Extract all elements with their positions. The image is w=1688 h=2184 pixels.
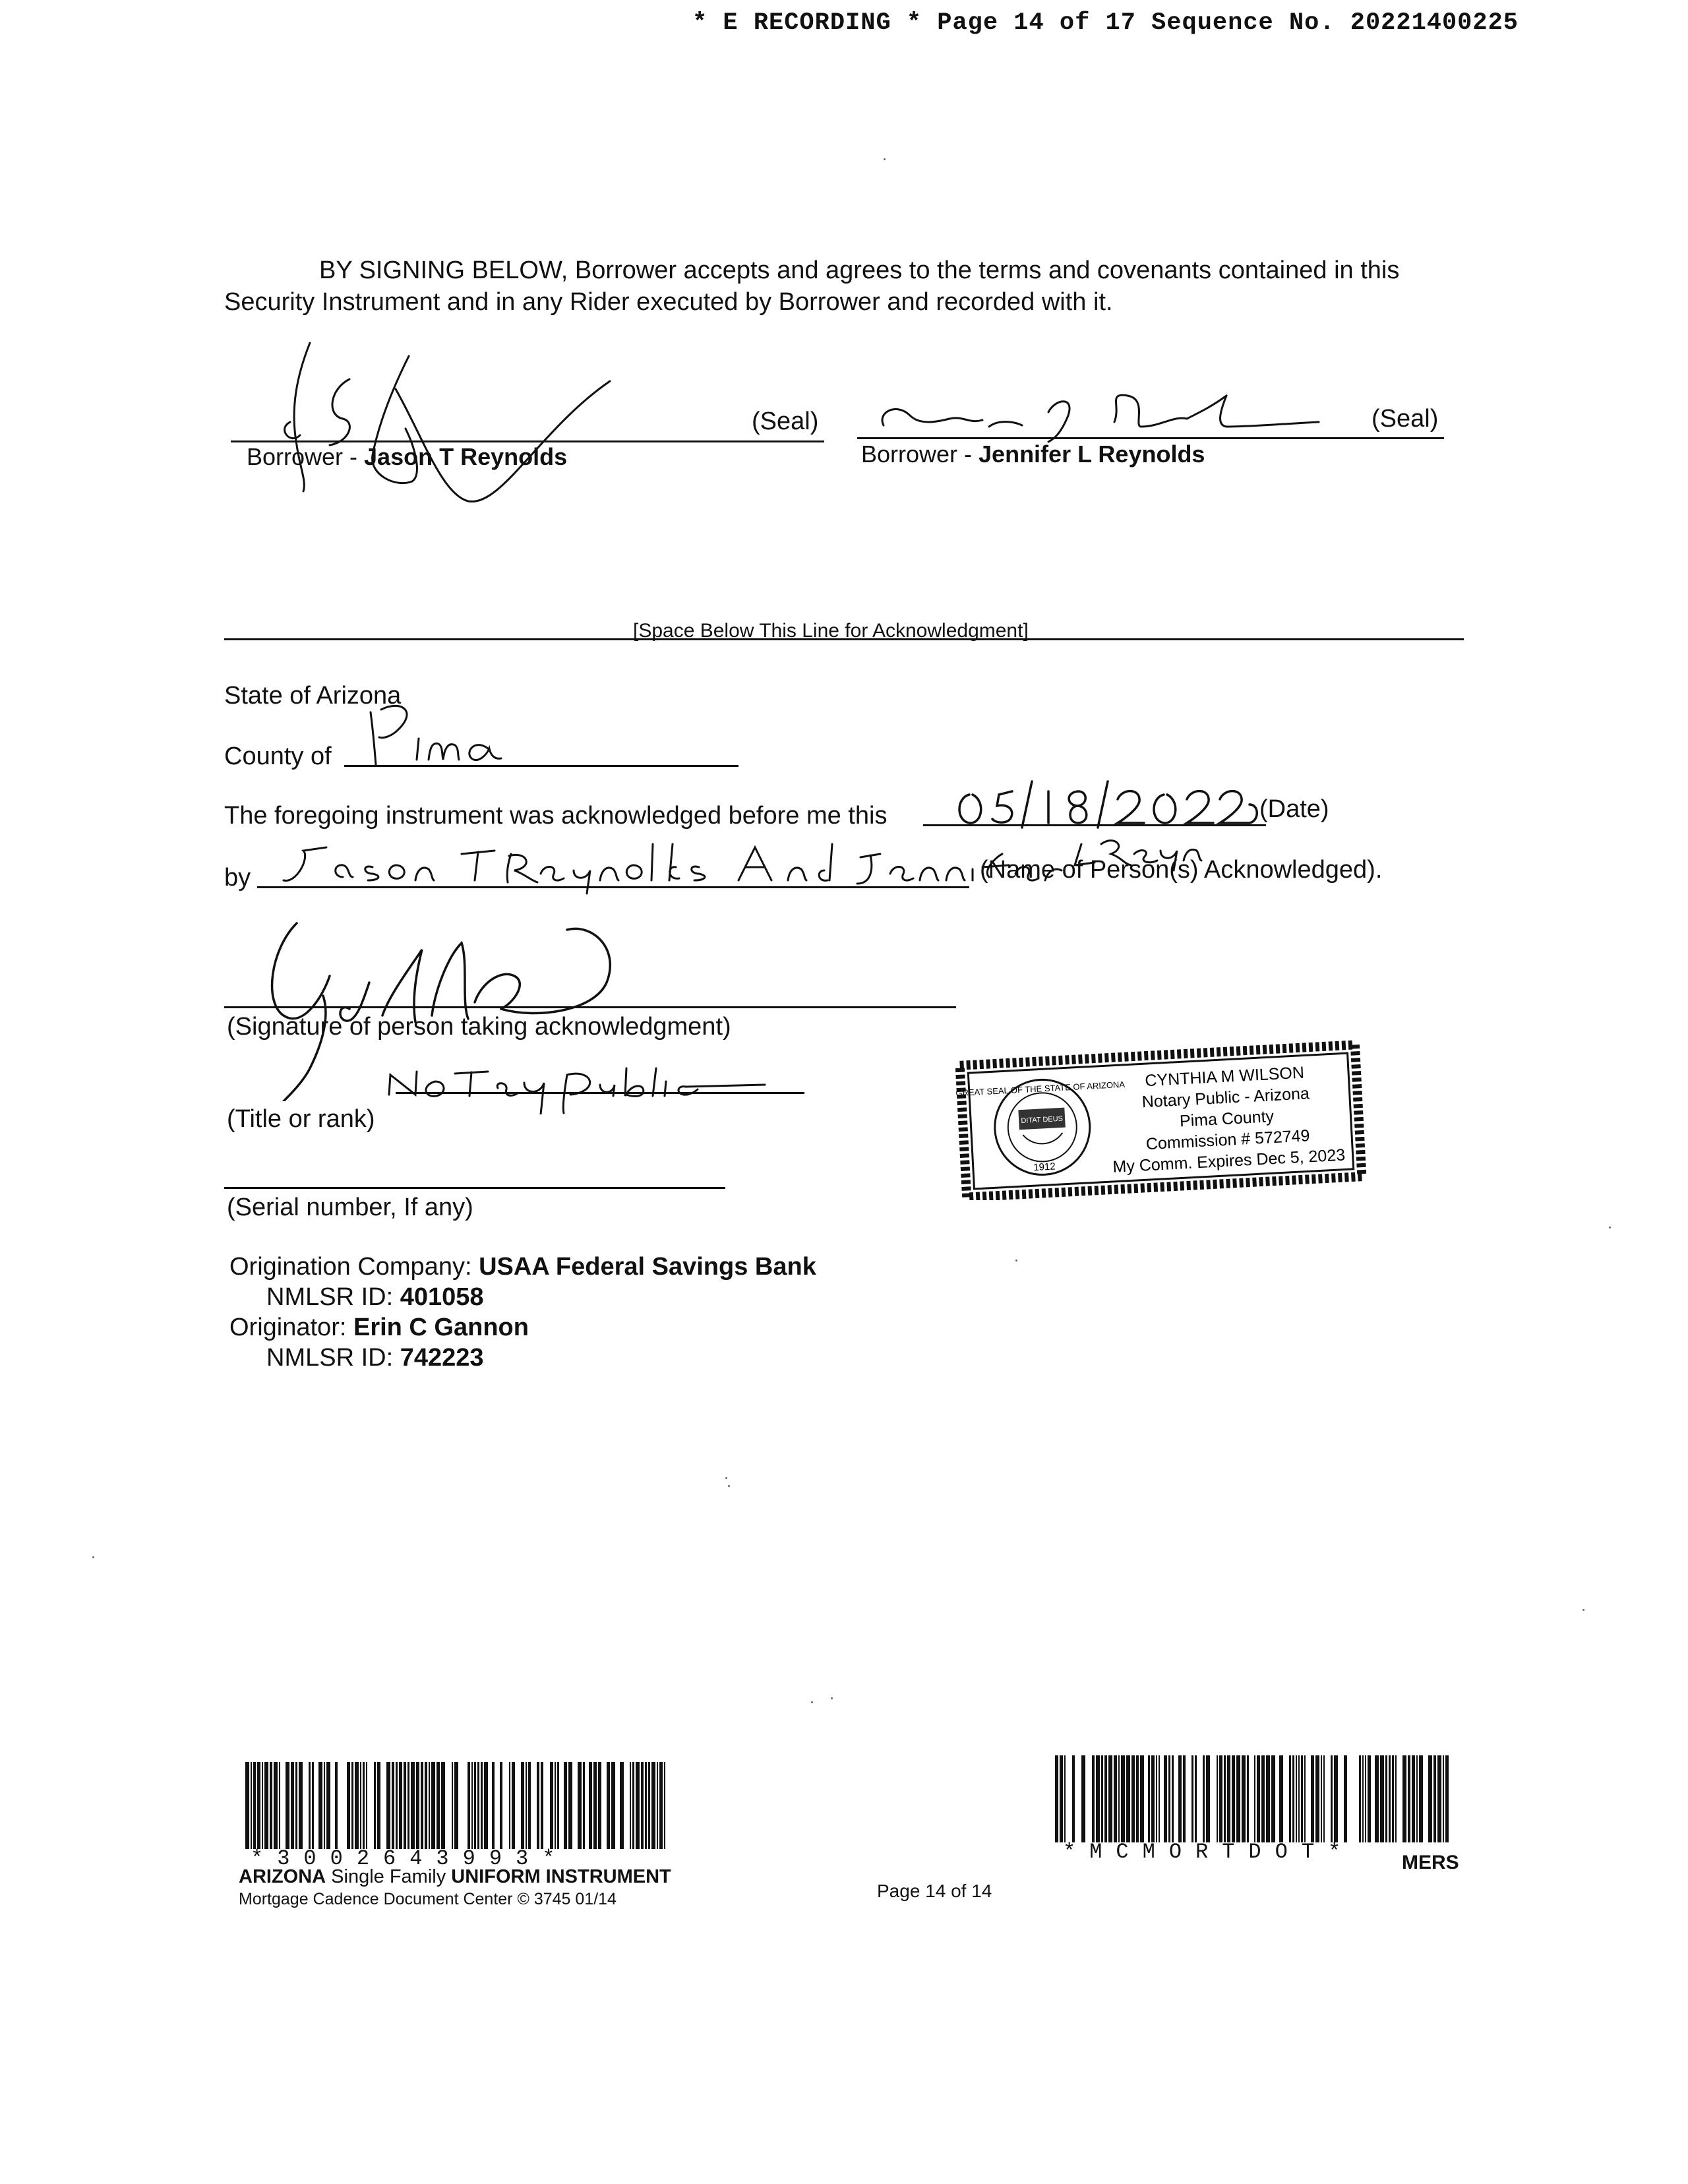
barcode-bar <box>589 1762 592 1849</box>
barcode-bar <box>366 1762 367 1849</box>
borrower1-name: Jason T Reynolds <box>364 443 568 470</box>
barcode-bar <box>1271 1755 1275 1842</box>
barcode-bar <box>1395 1755 1397 1842</box>
barcode-bar <box>1131 1755 1135 1842</box>
barcode-bar <box>1081 1755 1085 1842</box>
barcode-bar <box>630 1762 631 1849</box>
barcode-bar <box>1402 1755 1406 1842</box>
barcode-bar <box>512 1762 515 1849</box>
borrower1-signature <box>251 330 620 521</box>
barcode-bar <box>1304 1755 1306 1842</box>
date-handwriting[interactable] <box>950 765 1266 831</box>
scan-speck <box>884 158 886 160</box>
barcode-bar <box>1365 1755 1366 1842</box>
barcode-bar <box>541 1762 543 1849</box>
barcode-bar <box>270 1762 272 1849</box>
barcode-bar <box>555 1762 556 1849</box>
persons-suffix: (Name of Person(s) Acknowledged). <box>980 856 1383 884</box>
barcode-bar <box>484 1762 488 1849</box>
barcode-bar <box>1289 1755 1291 1842</box>
stamp-line5: My Comm. Expires Dec 5, 2023 <box>1112 1145 1346 1176</box>
barcode-bar <box>1183 1755 1186 1842</box>
barcode-bar <box>1217 1755 1218 1842</box>
barcode-bar <box>1178 1755 1182 1842</box>
notary-signature-line <box>224 1006 956 1008</box>
borrower2-label: Borrower - Jennifer L Reynolds <box>861 440 1205 468</box>
barcode-bar <box>1385 1755 1387 1842</box>
seal-outer-text: GREAT SEAL OF THE STATE OF ARIZONA <box>955 1079 1126 1099</box>
barcode-bar <box>611 1762 615 1849</box>
barcode-bar <box>363 1762 365 1849</box>
barcode-bar <box>264 1762 268 1849</box>
scan-speck <box>92 1556 94 1558</box>
barcode-bar <box>641 1762 644 1849</box>
barcode-bar <box>526 1762 527 1849</box>
title-line <box>396 1092 804 1094</box>
barcode-bar <box>1279 1755 1283 1842</box>
barcode-bar <box>1148 1755 1150 1842</box>
barcode-bar <box>326 1762 330 1849</box>
barcode-bar <box>392 1762 394 1849</box>
barcode-bar <box>1443 1755 1444 1842</box>
notary-signature <box>251 903 752 1101</box>
barcode-bar <box>452 1762 453 1849</box>
barcode-bar <box>492 1762 495 1849</box>
stamp-line2: Notary Public - Arizona <box>1141 1084 1310 1112</box>
barcode-bar <box>1140 1755 1144 1842</box>
barcode-bar <box>474 1762 476 1849</box>
barcode-bar <box>274 1762 278 1849</box>
barcode-bar <box>664 1762 665 1849</box>
title-handwriting[interactable] <box>382 1055 791 1114</box>
barcode-bar <box>1331 1755 1333 1842</box>
barcode-bar <box>1261 1755 1265 1842</box>
form-title: ARIZONA Single Family UNIFORM INSTRUMENT <box>239 1866 671 1887</box>
barcode-bar <box>429 1762 430 1849</box>
barcode-bar <box>1412 1755 1415 1842</box>
county-label: County of <box>224 743 332 770</box>
barcode-bar <box>1191 1755 1193 1842</box>
date-line <box>923 824 1266 826</box>
scan-speck <box>1609 1227 1611 1228</box>
scan-speck <box>728 1485 730 1487</box>
barcode-bar <box>1311 1755 1314 1842</box>
barcode-bar <box>607 1762 610 1849</box>
barcode-bar <box>396 1762 398 1849</box>
barcode-bar <box>251 1762 252 1849</box>
barcode-bar <box>557 1762 559 1849</box>
barcode-bar <box>386 1762 390 1849</box>
barcode-bar <box>1168 1755 1170 1842</box>
barcode-bar <box>1445 1755 1449 1842</box>
barcode-bar <box>1247 1755 1249 1842</box>
barcode-bar <box>312 1762 314 1849</box>
origination-company-nmlsr: NMLSR ID: 401058 <box>266 1283 484 1311</box>
barcode-right <box>1055 1755 1451 1845</box>
barcode-bar <box>1172 1755 1174 1842</box>
barcode-bar <box>500 1762 502 1849</box>
barcode-bar <box>1296 1755 1297 1842</box>
persons-line <box>257 886 969 888</box>
barcode-bar <box>651 1762 655 1849</box>
barcode-bar <box>1375 1755 1379 1842</box>
barcode-bar <box>245 1762 249 1849</box>
barcode-bar <box>1072 1755 1075 1842</box>
barcode-bar <box>1164 1755 1167 1842</box>
mers-label: MERS <box>1402 1852 1459 1873</box>
seal-center-text: DITAT DEUS <box>1021 1114 1064 1126</box>
barcode-bar <box>1156 1755 1157 1842</box>
barcode-bar <box>399 1762 402 1849</box>
barcode-bar <box>360 1762 361 1849</box>
barcode-bar <box>1092 1755 1095 1842</box>
barcode-bar <box>253 1762 256 1849</box>
barcode-bar <box>454 1762 458 1849</box>
scan-speck <box>811 1701 813 1703</box>
barcode-bar <box>620 1762 624 1849</box>
borrower1-signature-line <box>231 440 824 442</box>
seal-year: 1912 <box>1033 1161 1056 1174</box>
barcode-bar <box>377 1762 380 1849</box>
barcode-bar <box>295 1762 297 1849</box>
barcode-bar <box>1433 1755 1436 1842</box>
barcode-bar <box>1114 1755 1117 1842</box>
barcode-bar <box>645 1762 647 1849</box>
state-label: State of Arizona <box>224 682 402 710</box>
borrower1-seal: (Seal) <box>752 408 819 435</box>
barcode-bar <box>1389 1755 1391 1842</box>
recording-header: * E RECORDING * Page 14 of 17 Sequence No. 20221400225 <box>692 9 1519 37</box>
barcode-bar <box>286 1762 289 1849</box>
barcode-bar <box>521 1762 524 1849</box>
page-number: Page 14 of 14 <box>877 1881 992 1901</box>
barcode-bar <box>407 1762 409 1849</box>
barcode-bar <box>1359 1755 1361 1842</box>
borrower1-label: Borrower - Jason T Reynolds <box>247 443 568 470</box>
barcode-bar <box>1060 1755 1063 1842</box>
barcode-bar <box>1368 1755 1371 1842</box>
originator: Originator: Erin C Gannon <box>229 1314 529 1341</box>
barcode-bar <box>404 1762 406 1849</box>
barcode-bar <box>324 1762 325 1849</box>
by-label: by <box>224 864 251 892</box>
barcode-bar <box>1242 1755 1246 1842</box>
barcode-bar <box>1203 1755 1205 1842</box>
barcode-bar <box>421 1762 423 1849</box>
date-suffix: (Date) <box>1259 795 1329 823</box>
borrower2-signature-line <box>857 437 1444 439</box>
barcode-bar <box>657 1762 658 1849</box>
barcode-bar <box>1232 1755 1235 1842</box>
barcode-bar <box>598 1762 601 1849</box>
barcode-bar <box>1408 1755 1410 1842</box>
barcode-bar <box>1298 1755 1300 1842</box>
barcode-bar <box>1428 1755 1432 1842</box>
barcode-bar <box>1362 1755 1364 1842</box>
barcode-bar <box>262 1762 263 1849</box>
stamp-line3: Pima County <box>1179 1107 1275 1131</box>
barcode-bar <box>509 1762 510 1849</box>
barcode-bar <box>578 1762 582 1849</box>
barcode-bar <box>318 1762 322 1849</box>
stamp-line4: Commission # 572749 <box>1145 1126 1311 1154</box>
barcode-bar <box>471 1762 473 1849</box>
barcode-bar <box>477 1762 479 1849</box>
barcode-bar <box>437 1762 440 1849</box>
stamp-notary-name: CYNTHIA M WILSON <box>1144 1063 1305 1091</box>
barcode-bar <box>537 1762 539 1849</box>
barcode-bar <box>1118 1755 1120 1842</box>
serial-label: (Serial number, If any) <box>227 1194 473 1221</box>
barcode-bar <box>1055 1755 1058 1842</box>
scan-speck <box>1015 1259 1017 1261</box>
county-line <box>344 765 738 767</box>
barcode-bar <box>411 1762 415 1849</box>
barcode-bar <box>1126 1755 1130 1842</box>
barcode-bar <box>1224 1755 1226 1842</box>
barcode-bar <box>1416 1755 1418 1842</box>
barcode-bar <box>1219 1755 1222 1842</box>
barcode-bar <box>425 1762 427 1849</box>
acknowledgment-divider-label: [Space Below This Line for Acknowledgment] <box>633 620 1029 642</box>
barcode-bar <box>441 1762 445 1849</box>
barcode-bar <box>1323 1755 1325 1842</box>
barcode-bar <box>564 1762 567 1849</box>
barcode-bar <box>1195 1755 1197 1842</box>
barcode-bar <box>347 1762 350 1849</box>
barcode-bar <box>1334 1755 1338 1842</box>
barcode-bar <box>299 1762 303 1849</box>
serial-line <box>224 1187 725 1189</box>
barcode-left-text: *3002643993* <box>251 1846 569 1871</box>
barcode-bar <box>1254 1755 1255 1842</box>
barcode-bar <box>1321 1755 1322 1842</box>
barcode-bar <box>1380 1755 1384 1842</box>
scan-speck <box>831 1697 833 1699</box>
barcode-bar <box>1096 1755 1100 1842</box>
barcode-bar <box>1419 1755 1423 1842</box>
barcode-bar <box>355 1762 359 1849</box>
barcode-bar <box>1206 1755 1210 1842</box>
scan-speck <box>1582 1609 1584 1611</box>
barcode-bar <box>481 1762 483 1849</box>
barcode-bar <box>1064 1755 1066 1842</box>
barcode-bar <box>1392 1755 1394 1842</box>
barcode-bar <box>1344 1755 1347 1842</box>
barcode-bar <box>467 1762 470 1849</box>
barcode-bar <box>374 1762 376 1849</box>
barcode-bar <box>279 1762 280 1849</box>
barcode-bar <box>659 1762 663 1849</box>
barcode-bar <box>1292 1755 1294 1842</box>
barcode-bar <box>416 1762 419 1849</box>
barcode-bar <box>593 1762 597 1849</box>
barcode-bar <box>632 1762 634 1849</box>
barcode-bar <box>1159 1755 1160 1842</box>
barcode-bar <box>528 1762 531 1849</box>
barcode-bar <box>1104 1755 1107 1842</box>
barcode-left <box>245 1762 674 1852</box>
barcode-bar <box>648 1762 650 1849</box>
barcode-bar <box>568 1762 572 1849</box>
barcode-bar <box>1315 1755 1319 1842</box>
borrower2-seal: (Seal) <box>1372 405 1439 433</box>
barcode-bar <box>351 1762 353 1849</box>
barcode-bar <box>1437 1755 1441 1842</box>
barcode-bar <box>309 1762 311 1849</box>
barcode-bar <box>583 1762 585 1849</box>
barcode-bar <box>1101 1755 1103 1842</box>
barcode-bar <box>335 1762 338 1849</box>
barcode-bar <box>1108 1755 1112 1842</box>
barcode-bar <box>257 1762 260 1849</box>
signature-label: (Signature of person taking acknowledgment) <box>227 1013 731 1041</box>
barcode-bar <box>1151 1755 1155 1842</box>
signing-paragraph-line2: Security Instrument and in any Rider executed by Borrower and recorded with it. <box>224 288 1113 316</box>
barcode-bar <box>1301 1755 1303 1842</box>
barcode-bar <box>431 1762 435 1849</box>
origination-company: Origination Company: USAA Federal Savings Bank <box>229 1253 816 1281</box>
barcode-right-text: *MCMORTDOT* <box>1063 1840 1355 1864</box>
signing-paragraph-line1: BY SIGNING BELOW, Borrower accepts and agrees to the terms and covenants contained in this <box>319 257 1400 284</box>
barcode-bar <box>1136 1755 1139 1842</box>
form-source: Mortgage Cadence Document Center © 3745 01/14 <box>239 1890 617 1908</box>
notary-stamp <box>950 1029 1372 1200</box>
barcode-bar <box>1266 1755 1270 1842</box>
originator-nmlsr: NMLSR ID: 742223 <box>266 1344 484 1372</box>
borrower2-name: Jennifer L Reynolds <box>979 440 1205 468</box>
barcode-bar <box>1236 1755 1240 1842</box>
barcode-bar <box>1227 1755 1230 1842</box>
barcode-bar <box>636 1762 640 1849</box>
foregoing-label: The foregoing instrument was acknowledged before me this <box>224 802 888 830</box>
title-label: (Title or rank) <box>227 1105 375 1133</box>
barcode-bar <box>291 1762 294 1849</box>
scan-speck <box>725 1477 727 1479</box>
barcode-bar <box>550 1762 553 1849</box>
barcode-bar <box>1121 1755 1125 1842</box>
barcode-bar <box>1257 1755 1260 1842</box>
